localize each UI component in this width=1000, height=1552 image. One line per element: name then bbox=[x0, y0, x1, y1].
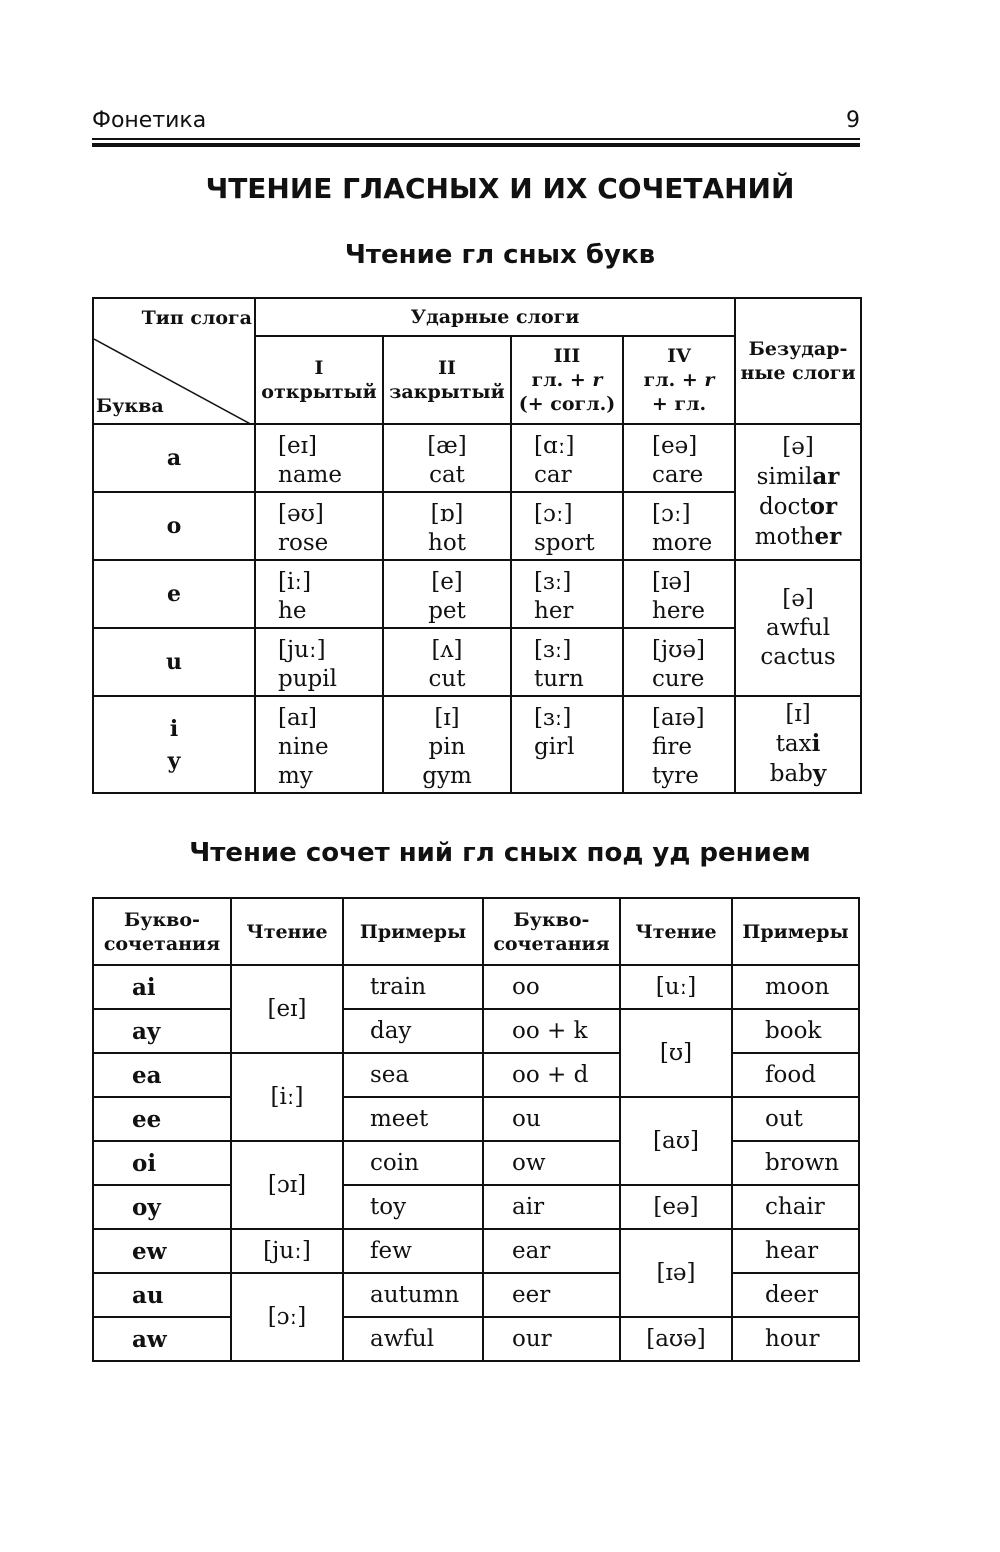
transcription: [ʌ] bbox=[431, 637, 463, 663]
example-word: gym bbox=[422, 763, 472, 789]
syllable-type-number: I bbox=[314, 357, 324, 379]
transcription: [ɔː] bbox=[534, 501, 573, 527]
example-word: rose bbox=[278, 530, 329, 556]
reading-cell bbox=[255, 492, 383, 560]
unstressed-header-line1: Безудар- bbox=[748, 338, 848, 360]
transcription: [eɪ] bbox=[278, 433, 317, 459]
header-line2: сочетания bbox=[493, 932, 610, 955]
example-ending: y bbox=[812, 760, 827, 787]
reading-cell bbox=[511, 424, 623, 492]
combo-table-header bbox=[93, 898, 231, 965]
vowel-letter bbox=[93, 560, 255, 628]
header-line2: сочетания bbox=[103, 932, 221, 955]
example-stem: cactus bbox=[760, 643, 836, 670]
combo-letters: ou bbox=[483, 1097, 620, 1141]
combo-letters: au bbox=[93, 1273, 231, 1317]
section-name: Фонетика bbox=[92, 108, 207, 133]
combo-table-header bbox=[483, 898, 620, 965]
example-stem: bab bbox=[769, 761, 813, 787]
combo-example: chair bbox=[732, 1185, 859, 1229]
vowel-letter bbox=[93, 628, 255, 696]
reading-cell bbox=[623, 628, 735, 696]
transcription: [ɜː] bbox=[534, 637, 572, 663]
combo-table-header: Примеры bbox=[732, 898, 859, 965]
reading-cell bbox=[623, 424, 735, 492]
vowel-row bbox=[93, 696, 861, 793]
combo-example: coin bbox=[343, 1141, 483, 1185]
header-rule-thin bbox=[92, 138, 860, 140]
transcription: [e] bbox=[431, 569, 463, 595]
letter-main: e bbox=[167, 581, 181, 607]
reading-cell bbox=[623, 696, 735, 793]
reading-cell bbox=[255, 560, 383, 628]
unstressed-sound: [ɪ] bbox=[785, 701, 811, 727]
vowel-row bbox=[93, 560, 861, 628]
transcription: [ɜː] bbox=[534, 569, 572, 595]
example-word: my bbox=[278, 763, 313, 789]
combo-reading: [ɔː] bbox=[231, 1273, 343, 1361]
reading-cell bbox=[255, 424, 383, 492]
transcription: [əʊ] bbox=[278, 501, 324, 527]
combo-table-header: Чтение bbox=[231, 898, 343, 965]
combo-example: autumn bbox=[343, 1273, 483, 1317]
combo-letters: oo + d bbox=[483, 1053, 620, 1097]
unstressed-cell bbox=[735, 696, 861, 793]
letter-label: Буква bbox=[96, 395, 164, 417]
example-word: here bbox=[652, 598, 706, 624]
transcription: [ɪ] bbox=[434, 705, 460, 731]
transcription: [ɑː] bbox=[534, 433, 575, 459]
combo-letters: ow bbox=[483, 1141, 620, 1185]
syllable-type-label: Тип слога bbox=[141, 307, 252, 329]
vowel-row bbox=[93, 424, 861, 492]
combo-example: hour bbox=[732, 1317, 859, 1361]
transcription: [aɪə] bbox=[652, 705, 705, 731]
example-word: he bbox=[278, 598, 307, 624]
combo-letters: ee bbox=[93, 1097, 231, 1141]
transcription: [iː] bbox=[278, 569, 312, 595]
transcription: [jʊə] bbox=[652, 637, 705, 663]
combo-reading: [uː] bbox=[620, 965, 732, 1009]
example-ending: i bbox=[811, 730, 821, 757]
combo-letters: oy bbox=[93, 1185, 231, 1229]
example-word: sport bbox=[534, 530, 595, 556]
combo-letters: aw bbox=[93, 1317, 231, 1361]
example-word: turn bbox=[534, 666, 584, 692]
combo-example: out bbox=[732, 1097, 859, 1141]
transcription: [ɔː] bbox=[652, 501, 691, 527]
example-word: pet bbox=[428, 598, 466, 624]
example-word: pupil bbox=[278, 666, 337, 692]
syllable-type-header-3 bbox=[511, 336, 623, 424]
syllable-type-label-2: + гл. bbox=[651, 393, 707, 415]
unstressed-cell bbox=[735, 424, 861, 560]
reading-cell bbox=[511, 696, 623, 793]
combo-letters: oo bbox=[483, 965, 620, 1009]
combo-example: toy bbox=[343, 1185, 483, 1229]
transcription: [eə] bbox=[652, 433, 698, 459]
reading-cell bbox=[511, 560, 623, 628]
transcription: [æ] bbox=[427, 433, 467, 459]
transcription: [ɪə] bbox=[652, 569, 691, 595]
combo-example: hear bbox=[732, 1229, 859, 1273]
combo-table-header: Примеры bbox=[343, 898, 483, 965]
combo-row bbox=[93, 1185, 859, 1229]
syllable-type-label: гл. + r bbox=[531, 369, 603, 391]
syllable-type-number: III bbox=[553, 345, 581, 367]
example-stem: doct bbox=[758, 493, 810, 520]
letter-main: a bbox=[166, 445, 182, 471]
header-line1: Букво- bbox=[513, 908, 590, 931]
example-word: pin bbox=[428, 734, 466, 760]
letter-alt: y bbox=[167, 747, 181, 774]
unstressed-example bbox=[736, 759, 860, 789]
vowel-combinations-table bbox=[92, 897, 860, 1362]
example-word: nine bbox=[278, 734, 329, 760]
reading-cell bbox=[383, 492, 511, 560]
example-word: more bbox=[652, 530, 713, 556]
example-word: her bbox=[534, 598, 574, 624]
syllable-type-label: гл. + r bbox=[643, 369, 715, 391]
unstressed-cell bbox=[735, 560, 861, 696]
syllable-type-label: открытый bbox=[261, 381, 377, 403]
combo-letters: eer bbox=[483, 1273, 620, 1317]
reading-cell bbox=[383, 696, 511, 793]
letter-main: u bbox=[166, 649, 182, 675]
example-word: car bbox=[534, 462, 572, 488]
transcription: [aɪ] bbox=[278, 705, 318, 731]
unstressed-example bbox=[736, 643, 860, 672]
combo-letters: ea bbox=[93, 1053, 231, 1097]
transcription: [ɒ] bbox=[430, 501, 464, 527]
stressed-syllables-header: Ударные слоги bbox=[255, 298, 735, 336]
diagonal-header-cell bbox=[93, 298, 255, 424]
combo-reading: [eə] bbox=[620, 1185, 732, 1229]
combo-reading: [eɪ] bbox=[231, 965, 343, 1053]
example-word: girl bbox=[534, 734, 575, 760]
vowel-combinations-subtitle: Чтение сочет ний гл сных под уд рением bbox=[189, 838, 811, 868]
unstressed-example bbox=[736, 522, 860, 552]
combo-reading: [ɔɪ] bbox=[231, 1141, 343, 1229]
combo-table-header: Чтение bbox=[620, 898, 732, 965]
reading-cell bbox=[383, 424, 511, 492]
combo-example: moon bbox=[732, 965, 859, 1009]
header-rule-thick bbox=[92, 143, 860, 147]
example-ending: er bbox=[814, 522, 842, 550]
example-ending: or bbox=[809, 492, 838, 520]
reading-cell bbox=[255, 628, 383, 696]
combo-reading: [aʊə] bbox=[620, 1317, 732, 1361]
example-stem: tax bbox=[775, 731, 812, 757]
combo-reading: [aʊ] bbox=[620, 1097, 732, 1185]
reading-cell bbox=[623, 492, 735, 560]
reading-cell bbox=[511, 492, 623, 560]
example-word: name bbox=[278, 462, 342, 488]
combo-row bbox=[93, 1317, 859, 1361]
example-stem: awful bbox=[765, 614, 831, 641]
transcription: [ɜː] bbox=[534, 705, 572, 731]
letter-main: o bbox=[166, 513, 182, 539]
combo-letters: ear bbox=[483, 1229, 620, 1273]
combo-example: train bbox=[343, 965, 483, 1009]
combo-example: day bbox=[343, 1009, 483, 1053]
combo-row bbox=[93, 1009, 859, 1053]
combo-example: book bbox=[732, 1009, 859, 1053]
reading-cell bbox=[383, 560, 511, 628]
combo-letters: our bbox=[483, 1317, 620, 1361]
unstressed-header-line2: ные слоги bbox=[740, 362, 856, 384]
combo-row bbox=[93, 965, 859, 1009]
reading-cell bbox=[383, 628, 511, 696]
unstressed-example bbox=[736, 492, 860, 522]
combo-row bbox=[93, 1273, 859, 1317]
example-word: fire bbox=[652, 734, 692, 760]
combo-reading: [ɪə] bbox=[620, 1229, 732, 1317]
example-word: cure bbox=[652, 666, 705, 692]
unstressed-example bbox=[736, 729, 860, 759]
combo-reading: [iː] bbox=[231, 1053, 343, 1141]
reading-cell bbox=[511, 628, 623, 696]
example-word: cut bbox=[428, 666, 466, 692]
combo-row bbox=[93, 1097, 859, 1141]
syllable-type-number: II bbox=[438, 357, 456, 379]
vowel-letter bbox=[93, 492, 255, 560]
combo-example: few bbox=[343, 1229, 483, 1273]
combo-letters: oo + k bbox=[483, 1009, 620, 1053]
example-word: hot bbox=[428, 530, 466, 556]
unstressed-sound: [ə] bbox=[782, 433, 814, 460]
vowel-letter bbox=[93, 696, 255, 793]
syllable-type-label-2: (+ согл.) bbox=[518, 393, 616, 415]
vowel-letter bbox=[93, 424, 255, 492]
transcription: [juː] bbox=[278, 637, 326, 663]
example-word: cat bbox=[429, 462, 465, 488]
syllable-type-header-4 bbox=[623, 336, 735, 424]
combo-example: meet bbox=[343, 1097, 483, 1141]
page-number: 9 bbox=[846, 108, 860, 133]
combo-example: food bbox=[732, 1053, 859, 1097]
combo-letters: oi bbox=[93, 1141, 231, 1185]
combo-letters: ay bbox=[93, 1009, 231, 1053]
vowel-letters-table bbox=[92, 297, 862, 794]
syllable-type-number: IV bbox=[667, 345, 691, 367]
header-line1: Букво- bbox=[124, 908, 200, 931]
example-stem: moth bbox=[754, 523, 815, 550]
example-stem: simil bbox=[756, 463, 813, 490]
combo-example: brown bbox=[732, 1141, 859, 1185]
example-ending: ar bbox=[812, 462, 840, 490]
unstressed-sound: [ə] bbox=[782, 585, 814, 612]
combo-letters: air bbox=[483, 1185, 620, 1229]
unstressed-example bbox=[736, 614, 860, 643]
page-title: ЧТЕНИЕ ГЛАСНЫХ И ИХ СОЧЕТАНИЙ bbox=[205, 172, 795, 205]
unstressed-example bbox=[736, 462, 860, 492]
combo-example: awful bbox=[343, 1317, 483, 1361]
running-header bbox=[92, 104, 860, 134]
example-word: care bbox=[652, 462, 704, 488]
vowel-letters-subtitle: Чтение гл сных букв bbox=[344, 240, 656, 270]
combo-row bbox=[93, 1053, 859, 1097]
combo-row bbox=[93, 1141, 859, 1185]
combo-row bbox=[93, 1229, 859, 1273]
reading-cell bbox=[255, 696, 383, 793]
combo-letters: ew bbox=[93, 1229, 231, 1273]
combo-reading: [ʊ] bbox=[620, 1009, 732, 1097]
combo-example: deer bbox=[732, 1273, 859, 1317]
combo-example: sea bbox=[343, 1053, 483, 1097]
syllable-type-label: закрытый bbox=[389, 381, 505, 403]
syllable-type-header-1 bbox=[255, 336, 383, 424]
combo-letters: ai bbox=[93, 965, 231, 1009]
syllable-type-header-2 bbox=[383, 336, 511, 424]
example-word: tyre bbox=[652, 763, 699, 789]
unstressed-syllables-header bbox=[735, 298, 861, 424]
reading-cell bbox=[623, 560, 735, 628]
combo-reading: [juː] bbox=[231, 1229, 343, 1273]
letter-main: i bbox=[169, 715, 179, 742]
